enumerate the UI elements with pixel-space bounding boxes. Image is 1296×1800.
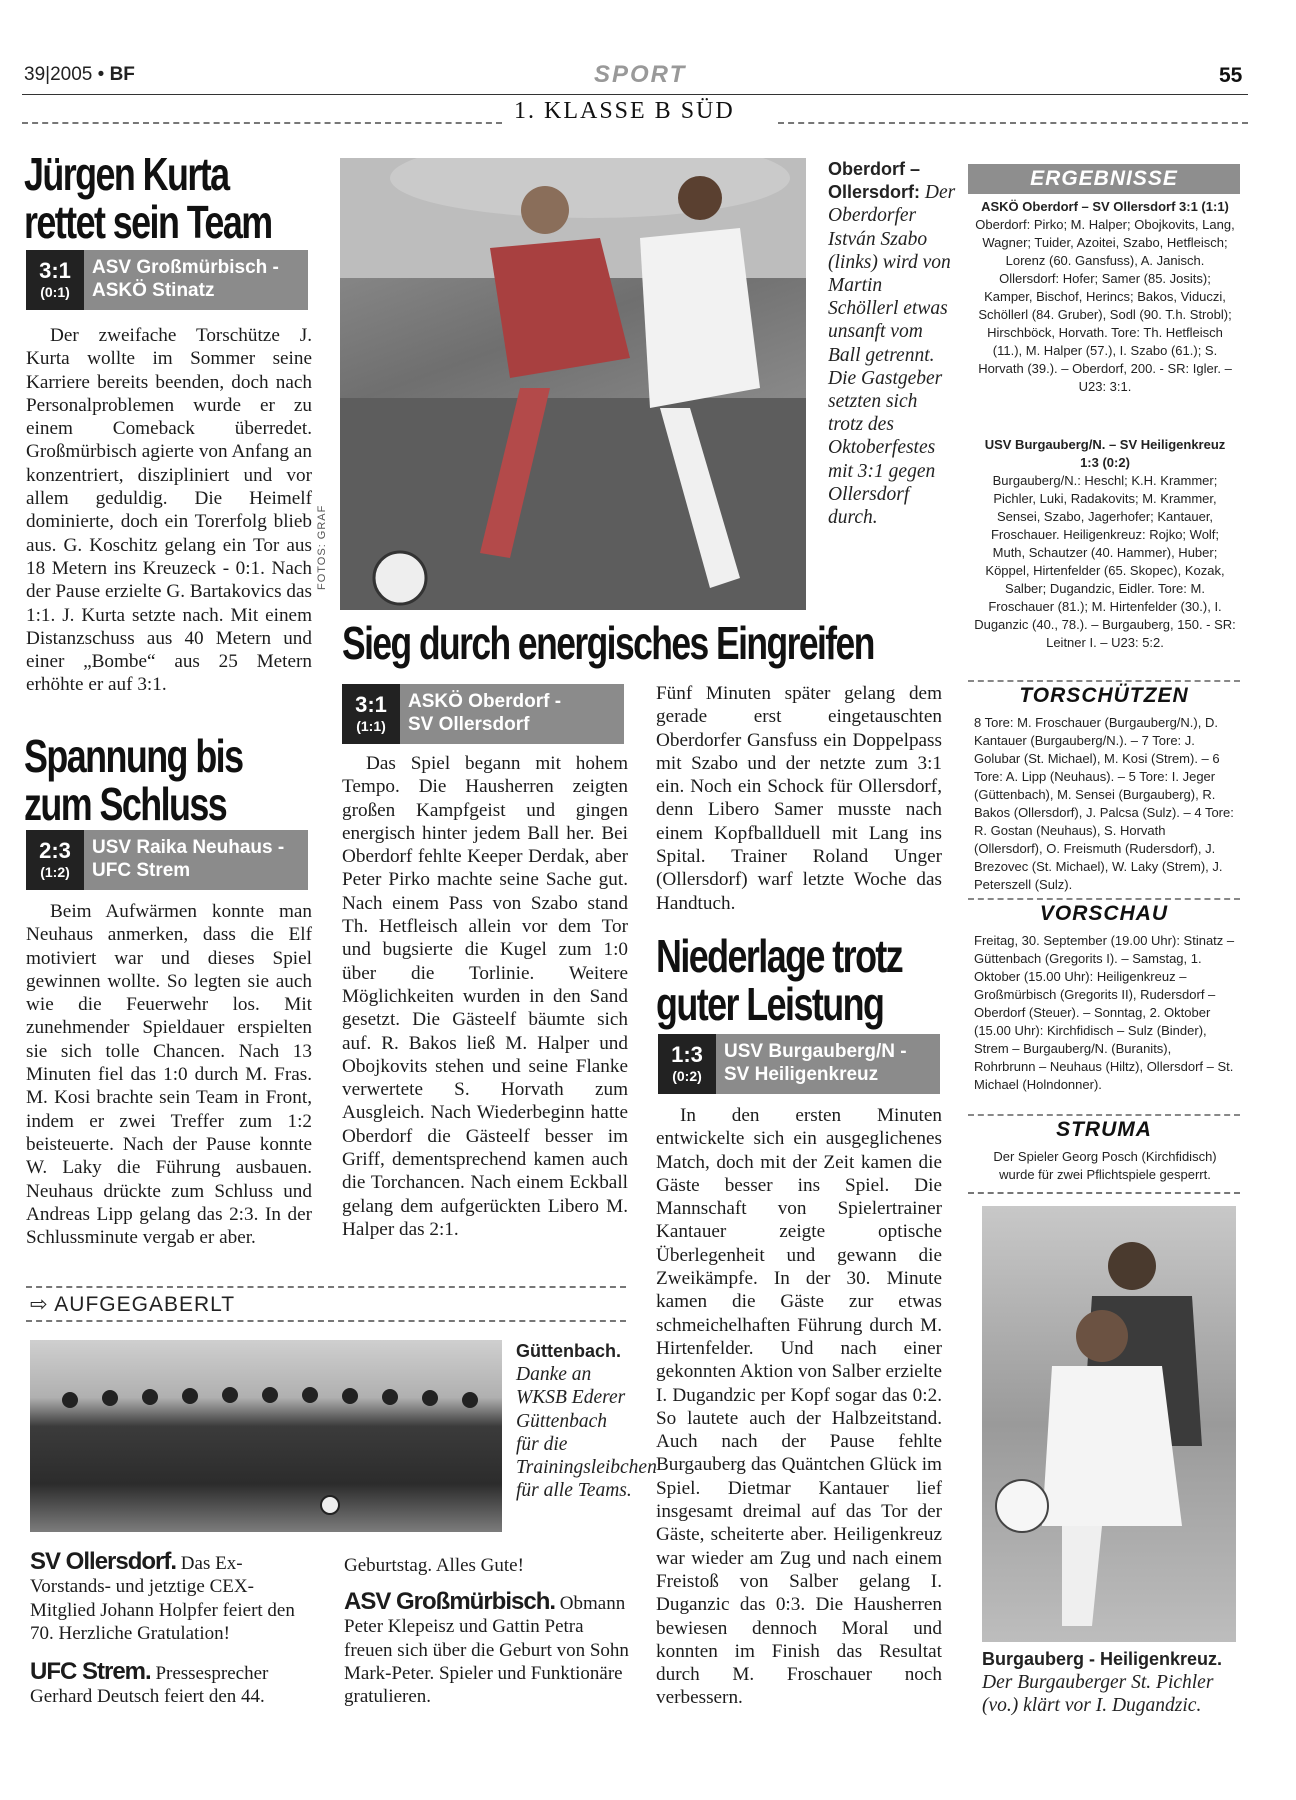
aufgegaberlt-label: AUFGEGABERLT — [54, 1293, 236, 1316]
players-illustration — [340, 158, 806, 610]
aufgegaberlt-caption — [516, 1340, 657, 1502]
league-rule-left — [22, 122, 502, 124]
ergebnisse-header — [968, 164, 1240, 194]
article1-title-line2: rettet sein Team — [24, 196, 272, 248]
aufgegaberlt-item-3 — [344, 1554, 630, 1577]
aufgegaberlt-item-1 — [30, 1550, 316, 1645]
aufgegaberlt-rule-top — [26, 1286, 626, 1288]
article3-body-right: Fünf Minuten später gelang dem gerade erst eingetauschten Oberdorfer Gansfuss ein Doppelpass mit Szabo und der netzte zum 3:1 ein. Noch ein Schock für Ollersdorf, denn Libero Samer musste nach einem Kopfballduell mit Lang ins Spital. Trainer Roland Unger (Ollersdorf) warf letzte Woche das Handtuch. — [656, 683, 942, 914]
header-issue — [24, 64, 135, 86]
article1-score-panel — [26, 250, 84, 310]
article4-score: 1:3 — [671, 1042, 703, 1067]
struma-title: STRUMA — [968, 1114, 1240, 1142]
aufgegaberlt-item-1-text: Das Ex-Vorstands- und jetztige CEX-Mitglied Johann Holpfer feiert den 70. Herzliche Gratulation! — [30, 1553, 295, 1644]
article3-teams — [400, 684, 624, 744]
article4-halftime: (0:2) — [672, 1068, 702, 1084]
league-rule-right — [778, 122, 1248, 124]
aufgegaberlt-caption-text: Danke an WKSB Ederer Güttenbach für die Trainingsleibchen für alle Teams. — [516, 1364, 657, 1502]
article1-score: 3:1 — [39, 258, 71, 283]
player-illustration — [982, 1206, 1236, 1642]
aufgegaberlt-item-2-text: Pressesprecher Gerhard Deutsch feiert den 44. — [30, 1663, 269, 1708]
article2-halftime: (1:2) — [40, 864, 70, 880]
photo1-caption-text: Der Oberdorfer István Szabo (links) wird von Martin Schöllerl etwas unsanft vom Ball getrennt. Die Gastgeber setzten sich trotz des Oktoberfestes mit 3:1 gegen Ollersdorf durch. — [828, 182, 956, 529]
sidebar-match2-text: Burgauberg/N.: Heschl; K.H. Krammer; Pichler, Luki, Radakovits; M. Krammer, Sensei, Szabo, Jagerhofer; Kantauer, Froschauer. Heiligenkreuz: Rojko; Wolf; Muth, Schautzer (40. Hammer), Huber; Köppel, Hirtenfelder (65. Skopec), Kozak, Salber; Dugandzic, Eidler. Tore: M. Froschauer (81.); M. Hirtenfelder (30.), I. Duganzic (40., 78.). – Burgauberg, 150. - SR: Leitner I. – U23: 5:2. — [974, 473, 1236, 650]
sidebar-match2-head: USV Burgauberg/N. – SV Heiligenkreuz 1:3 (0:2) — [984, 437, 1226, 470]
article1-teams — [84, 250, 308, 310]
article1-title-line1: Jürgen Kurta — [24, 148, 229, 200]
aufgegaberlt-item-4-name: ASV Großmürbisch. — [344, 1588, 556, 1615]
vorschau-text: Freitag, 30. September (19.00 Uhr): Stinatz – Güttenbach (Gregorits I). – Samstag, 1. Oktober (15.00 Uhr): Heiligenkreuz – Großmürbisch (Gregorits II), Rudersdorf – Oberdorf (Steuer). – Sonntag, 2. Oktober (15.00 Uhr): Kirchfidisch – Sulz (Binder), Strem – Burgauberg/N. (Buranits), Rohrbrunn – Neuhaus (Hiltz), Ollersdorf – St. Michael (Holndonner). — [974, 933, 1235, 1092]
aufgegaberlt-item-1-name: SV Ollersdorf. — [30, 1548, 177, 1575]
sidebar-match1-text: Oberdorf: Pirko; M. Halper; Obojkovits, Lang, Wagner; Tuider, Azoitei, Szabo, Hetfleisch; Lorenz (60. Gansfuss), A. Janisch. Ollersdorf: Hofer; Samer (85. Josits); Kamper, Bischof, Herincs; Bakos, Viduczi, Schöllerl (84. Gruber), Sodl (90. T.h. Strobl); Hirschböck, Horvath. Tore: Th. Hetfleisch (11.), M. Halper (57.), I. Szabo (61.); S. Horvath (39.). – Oberdorf, 200. - SR: Igler. – U23: 3:1. — [975, 217, 1235, 394]
article2-teams — [84, 830, 308, 890]
article4-score-panel — [658, 1034, 716, 1094]
arrow-right-icon: ⇨ — [30, 1293, 49, 1316]
photo-credit: FOTOS: GRAF — [316, 504, 328, 590]
sidebar-photo-caption — [982, 1648, 1238, 1718]
team-illustration — [30, 1340, 502, 1532]
article3-halftime: (1:1) — [356, 718, 386, 734]
article2-score: 2:3 — [39, 838, 71, 863]
article4-body: In den ersten Minuten entwickelte sich ein ausgeglichenes Match, doch mit der Zeit kamen die Gäste besser ins Spiel. Die Mannschaft von Spielertrainer Kantauer zeigte optische Überlegenheit und gewann die Zweikämpfe. In der 30. Minute kamen die Gäste zur etwas schmeichelhaften Führung durch M. Hirtenfelder. Und nach einer gekonnten Aktion von Salber erzielte I. Dugandzic per Kopf sogar das 0:2. So lautete auch der Halbzeitstand. Auch nach der Pause fehlte Burgauberg das Quäntchen Glück im Spiel. Dietmar Kantauer lief insgesamt dreimal auf das Tor der Gäste, scheiterte aber. Heiligenkreuz war wieder am Zug und nach einem Freistoß von Salber gelang I. Duganzic das 0:3. Die Hausherren bewiesen dennoch Moral und konnten im Finish das Resultat durch M. Froschauer noch verbessern. — [656, 1105, 942, 1709]
section-label: SPORT — [594, 61, 687, 88]
aufgegaberlt-rule-bottom — [26, 1320, 626, 1322]
article1-halftime: (0:1) — [40, 284, 70, 300]
article3-body-left: Das Spiel begann mit hohem Tempo. Die Hausherren zeigten großen Kampfgeist und gingen energisch hinter jedem Ball her. Bei Oberdorf fehlte Keeper Derdak, aber Peter Pirko machte seine Sache gut. Nach einem Pass von Szabo stand Th. Hetfleisch allein vor dem Tor und bugsierte die Kugel zum 1:0 über die Torlinie. Weitere Möglichkeiten wurden in den Sand gesetzt. Die Gästeelf bäumte sich auf. R. Bakos ließ M. Halper und Obojkovits stehen und seine Flanke verwertete S. Horvath zum Ausgleich. Nach Wiederbeginn hatte Oberdorf die Gästeelf besser im Griff, dementsprechend kamen auch die Torchancen. Nach einem Eckball gelang dem aufgerückten Libero M. Halper das 2:1. — [342, 753, 628, 1240]
article2-score-panel — [26, 830, 84, 890]
aufgegaberlt-caption-bold: Güttenbach. — [516, 1341, 622, 1361]
article3-scorebox — [342, 684, 624, 744]
article1-team2: ASKÖ Stinatz — [92, 280, 215, 301]
article3-score-panel — [342, 684, 400, 744]
brand-label: BF — [109, 64, 135, 85]
page-number: 55 — [1219, 64, 1243, 87]
article3-title: Sieg durch energisches Eingreifen — [342, 617, 874, 669]
torschuetzen-text: 8 Tore: M. Froschauer (Burgauberg/N.), D. Kantauer (Burgauberg/N.). – 7 Tore: J. Golubar (St. Michael), M. Kosi (Strem). – 6 Tore: A. Lipp (Neuhaus). – 5 Tore: I. Jeger (Güttenbach), M. Sensei (Burgauberg), R. Bakos (Ollersdorf), J. Palcsa (Sulz). – 4 Tore: R. Gostan (Neuhaus), S. Horvath (Ollersdorf), O. Freismuth (Rudersdorf), J. Brezovec (St. Michael), W. Laky (Strem), J. Peterszell (Sulz). — [974, 715, 1234, 892]
article2-title-line1: Spannung bis — [24, 730, 243, 782]
struma-text: Der Spieler Georg Posch (Kirchfidisch) wurde für zwei Pflichtspiele gesperrt. — [993, 1149, 1217, 1182]
ergebnisse-title: ERGEBNISSE — [1030, 167, 1178, 190]
article4-team1: USV Burgauberg/N - — [724, 1041, 907, 1062]
vorschau-title: VORSCHAU — [968, 898, 1240, 926]
match-photo-oberdorf — [340, 158, 806, 610]
photo1-caption-bold: Oberdorf – Ollersdorf: — [828, 159, 921, 203]
team-photo-guettenbach — [30, 1340, 502, 1532]
article2-body: Beim Aufwärmen konnte man Neuhaus anmerken, dass die Elf motiviert war und dieses Spiel gewinnen wollte. So legten sie auch wie die Feuerwehr los. Mit zunehmender Spieldauer erspielten sie sich tolle Chancen. Nach 13 Minuten fiel das 1:0 durch M. Fras. M. Kosi brachte sein Team in Front, indem er zwei Treffer zum 1:2 beisteuerte. Nach der Pause konnte W. Laky die Führung ausbauen. Neuhaus drückte zum Schluss und Andreas Lipp gelang das 2:3. In der Schlussminute vergab er aber. — [26, 901, 312, 1249]
header-bullet: • — [97, 64, 110, 85]
league-title: 1. KLASSE B SÜD — [514, 98, 735, 124]
sidebar-photo-caption-bold: Burgauberg - Heiligenkreuz. — [982, 1649, 1223, 1669]
article4-teams — [716, 1034, 940, 1094]
match-photo-burgauberg — [982, 1206, 1236, 1642]
aufgegaberlt-item-2-name: UFC Strem. — [30, 1658, 151, 1685]
issue-number: 39|2005 — [24, 64, 93, 85]
torschuetzen-title: TORSCHÜTZEN — [968, 680, 1240, 708]
header-rule — [22, 94, 1248, 95]
sidebar-photo-caption-text: Der Burgauberger St. Pichler (vo.) klärt vor I. Dugandzic. — [982, 1672, 1214, 1717]
article3-score: 3:1 — [355, 692, 387, 717]
aufgegaberlt-item-4 — [344, 1590, 630, 1708]
article4-title-line2: guter Leistung — [656, 978, 884, 1030]
article4-title-line1: Niederlage trotz — [656, 930, 903, 982]
article3-team2: SV Ollersdorf — [408, 714, 530, 735]
article2-team1: USV Raika Neuhaus - — [92, 837, 285, 858]
article1-scorebox — [26, 250, 308, 310]
article4-team2: SV Heiligenkreuz — [724, 1064, 879, 1085]
article2-title — [24, 732, 336, 828]
photo1-caption — [828, 158, 956, 529]
article1-body: Der zweifache Torschütze J. Kurta wollte im Sommer seine Karriere bereits beenden, doch nach Personalproblemen wurde er zu einem Comeback überredet. Großmürbisch agierte von Anfang an konzentriert, diszipliniert und vor allem geduldig. Die Heimelf dominierte, doch ein Torerfolg blieb aus. G. Koschitz gelang ein Tor aus 18 Metern ins Kreuzeck - 0:1. Nach der Pause erzielte G. Bartakovics das 1:1. J. Kurta setzte nach. Mit einem Distanzschuss aus 40 Metern und einer „Bombe“ aus 25 Metern erhöhte er auf 3:1. — [26, 325, 312, 696]
aufgegaberlt-item-2 — [30, 1660, 316, 1709]
sidebar-match1-head: ASKÖ Oberdorf – SV Ollersdorf 3:1 (1:1) — [981, 199, 1229, 214]
sidebar-match2 — [974, 436, 1236, 652]
aufgegaberlt-item-4-text: Obmann Peter Klepeisz und Gattin Petra freuen sich über die Geburt von Sohn Mark-Peter. Spieler und Funktionäre gratulieren. — [344, 1593, 629, 1708]
sidebar-match1 — [974, 198, 1236, 396]
article4-title — [656, 932, 968, 1028]
article3-team1: ASKÖ Oberdorf - — [408, 691, 562, 712]
article4-scorebox — [658, 1034, 940, 1094]
struma-rule — [968, 1192, 1240, 1194]
article2-title-line2: zum Schluss — [24, 778, 227, 830]
aufgegaberlt-item-3-text: Geburtstag. Alles Gute! — [344, 1555, 524, 1576]
article1-title — [24, 150, 336, 246]
aufgegaberlt-header — [30, 1292, 235, 1317]
article1-team1: ASV Großmürbisch - — [92, 257, 279, 278]
article2-team2: UFC Strem — [92, 860, 191, 881]
article2-scorebox — [26, 830, 308, 890]
